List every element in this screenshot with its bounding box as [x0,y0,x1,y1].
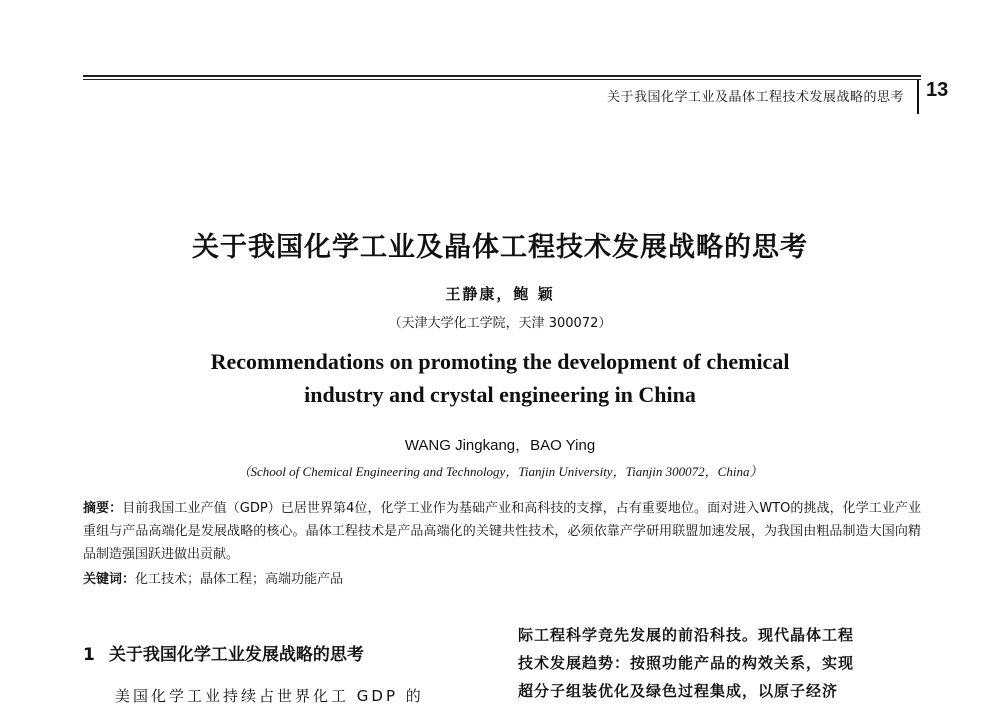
header-rule-secondary [83,79,921,80]
title-en-line-1: Recommendations on promoting the development of chemical [210,349,790,374]
abstract [83,497,921,566]
page-number: 13 [926,79,949,101]
section-title: 关于我国化学工业发展战略的思考 [108,645,364,665]
header-divider [917,80,919,114]
title-en-line-2: industry and crystal engineering in China [304,382,696,407]
abstract-text: 目前我国工业产值（GDP）已居世界第4位，化学工业作为基础产业和高科技的支撑，占有重要地位。面对进入WTO的挑战，化学工业产业重组与产品高端化是发展战略的核心。晶体工程技术是产品高端化的关键共性技术，必须依靠产学研用联盟加速发展，为我国由粗品制造大国向精品制造强国跃进做出贡献。 [83,501,921,562]
right-column-line-3: 超分子组装优化及绿色过程集成，以原子经济 [518,682,839,700]
right-column-line-1: 际工程科学竞先发展的前沿科技。现代晶体工程 [518,626,855,644]
authors-cn: 王静康，鲍 颖 [445,285,555,303]
authors-en: WANG Jingkang，BAO Ying [404,437,596,454]
article-title-en [0,345,1000,411]
affiliation-cn: （天津大学化工学院，天津 300072） [388,316,612,331]
abstract-label: 摘要： [83,501,123,516]
right-column-text [518,621,923,705]
header-rule [83,75,921,77]
keywords-text: 化工技术；晶体工程；高端功能产品 [135,572,344,587]
affiliation-en: （School of Chemical Engineering and Technology，Tianjin University，Tianjin 300072，China） [237,464,763,479]
keywords [83,569,921,591]
article-title-cn: 关于我国化学工业及晶体工程技术发展战略的思考 [192,232,808,263]
right-column-line-2: 技术发展趋势：按照功能产品的构效关系，实现 [518,654,855,672]
running-header: 关于我国化学工业及晶体工程技术发展战略的思考 [606,90,904,105]
section-1-paragraph: 美国化学工业持续占世界化工 GDP 的 [115,687,424,705]
section-number: 1 [83,645,95,665]
keywords-label: 关键词： [83,572,136,587]
section-1-heading [83,640,483,665]
